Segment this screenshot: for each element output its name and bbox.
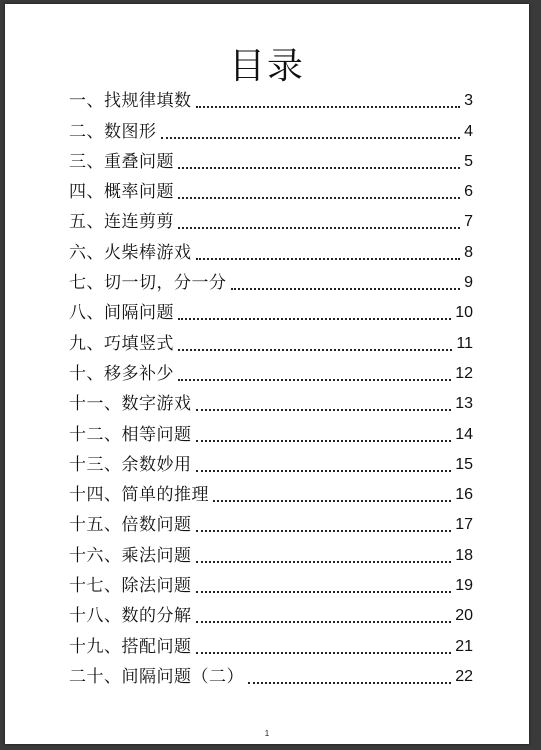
toc-entry-label: 十七、除法问题 (69, 576, 192, 597)
toc-dot-leader (196, 470, 452, 472)
toc-entry-label: 八、间隔问题 (69, 303, 174, 324)
document-page (5, 4, 529, 744)
page-title: 目录 (228, 46, 305, 87)
toc-entry[interactable] (69, 510, 473, 540)
toc-entry[interactable] (69, 419, 473, 449)
toc-dot-leader (196, 652, 452, 654)
toc-entry-page: 8 (464, 243, 473, 261)
toc-dot-leader (178, 167, 460, 169)
toc-entry-label: 二、数图形 (69, 121, 157, 142)
toc-entry-label: 十五、倍数问题 (69, 515, 192, 536)
toc-entry[interactable] (69, 147, 473, 177)
toc-entry[interactable] (69, 328, 473, 358)
toc-entry-label: 十二、相等问题 (69, 424, 192, 445)
toc-entry[interactable] (69, 116, 473, 146)
toc-dot-leader (196, 530, 452, 532)
toc-entry-label: 十、移多补少 (69, 363, 174, 384)
toc-dot-leader (196, 621, 452, 623)
toc-entry-page: 15 (455, 455, 473, 473)
toc-entry[interactable] (69, 389, 473, 419)
toc-dot-leader (178, 349, 452, 351)
toc-entry-page: 20 (455, 607, 473, 625)
toc-entry-label: 十三、余数妙用 (69, 454, 192, 475)
toc-entry-label: 三、重叠问题 (69, 151, 174, 172)
toc-entry-page: 16 (455, 486, 473, 504)
toc-dot-leader (196, 106, 461, 108)
toc-entry[interactable] (69, 86, 473, 116)
toc-entry-label: 七、切一切，分一分 (69, 273, 227, 294)
toc-entry[interactable] (69, 631, 473, 661)
toc-entry-page: 5 (464, 152, 473, 170)
toc-entry-page: 13 (455, 395, 473, 413)
toc-entry-page: 11 (456, 334, 473, 352)
toc-entry-page: 22 (455, 667, 473, 685)
toc-dot-leader (196, 440, 452, 442)
toc-entry-page: 14 (455, 425, 473, 443)
toc-entry-page: 6 (464, 183, 473, 201)
toc-entry[interactable] (69, 298, 473, 328)
toc-entry-page: 3 (464, 92, 473, 110)
toc-dot-leader (248, 682, 451, 684)
toc-entry-page: 9 (464, 274, 473, 292)
toc-dot-leader (196, 561, 452, 563)
toc-entry-page: 7 (464, 213, 473, 231)
toc-dot-leader (178, 379, 451, 381)
toc-entry[interactable] (69, 237, 473, 267)
toc-entry[interactable] (69, 480, 473, 510)
toc-entry-label: 二十、间隔问题（二） (69, 666, 244, 687)
toc-entry-label: 一、找规律填数 (69, 91, 192, 112)
toc-entry[interactable] (69, 450, 473, 480)
toc-entry-label: 十一、数字游戏 (69, 394, 192, 415)
toc-dot-leader (161, 137, 461, 139)
toc-entry-label: 四、概率问题 (69, 182, 174, 203)
toc-dot-leader (178, 227, 460, 229)
toc-entry-page: 4 (464, 122, 473, 140)
toc-entry[interactable] (69, 571, 473, 601)
toc-entry-label: 十六、乘法问题 (69, 545, 192, 566)
toc-entry[interactable] (69, 207, 473, 237)
toc-entry-label: 九、巧填竖式 (69, 333, 174, 354)
toc-entry-page: 19 (455, 577, 473, 595)
toc-entry-page: 12 (455, 364, 473, 382)
toc-dot-leader (213, 500, 451, 502)
toc-dot-leader (178, 197, 460, 199)
toc-entry-page: 10 (455, 304, 473, 322)
toc-entry[interactable] (69, 177, 473, 207)
toc-entry[interactable] (69, 268, 473, 298)
page-number: 1 (264, 729, 270, 738)
toc-entry-label: 十四、简单的推理 (69, 485, 209, 506)
toc-entry[interactable] (69, 540, 473, 570)
toc-entry[interactable] (69, 601, 473, 631)
toc-entry-label: 六、火柴棒游戏 (69, 242, 192, 263)
toc-dot-leader (196, 409, 452, 411)
table-of-contents (69, 86, 473, 692)
toc-entry[interactable] (69, 662, 473, 692)
toc-entry-page: 18 (455, 546, 473, 564)
toc-entry-label: 十九、搭配问题 (69, 636, 192, 657)
toc-dot-leader (196, 258, 461, 260)
toc-entry-page: 21 (455, 637, 473, 655)
toc-dot-leader (178, 318, 451, 320)
toc-entry-page: 17 (455, 516, 473, 534)
toc-entry[interactable] (69, 359, 473, 389)
toc-entry-label: 五、连连剪剪 (69, 212, 174, 233)
toc-dot-leader (196, 591, 452, 593)
toc-entry-label: 十八、数的分解 (69, 606, 192, 627)
toc-dot-leader (231, 288, 461, 290)
